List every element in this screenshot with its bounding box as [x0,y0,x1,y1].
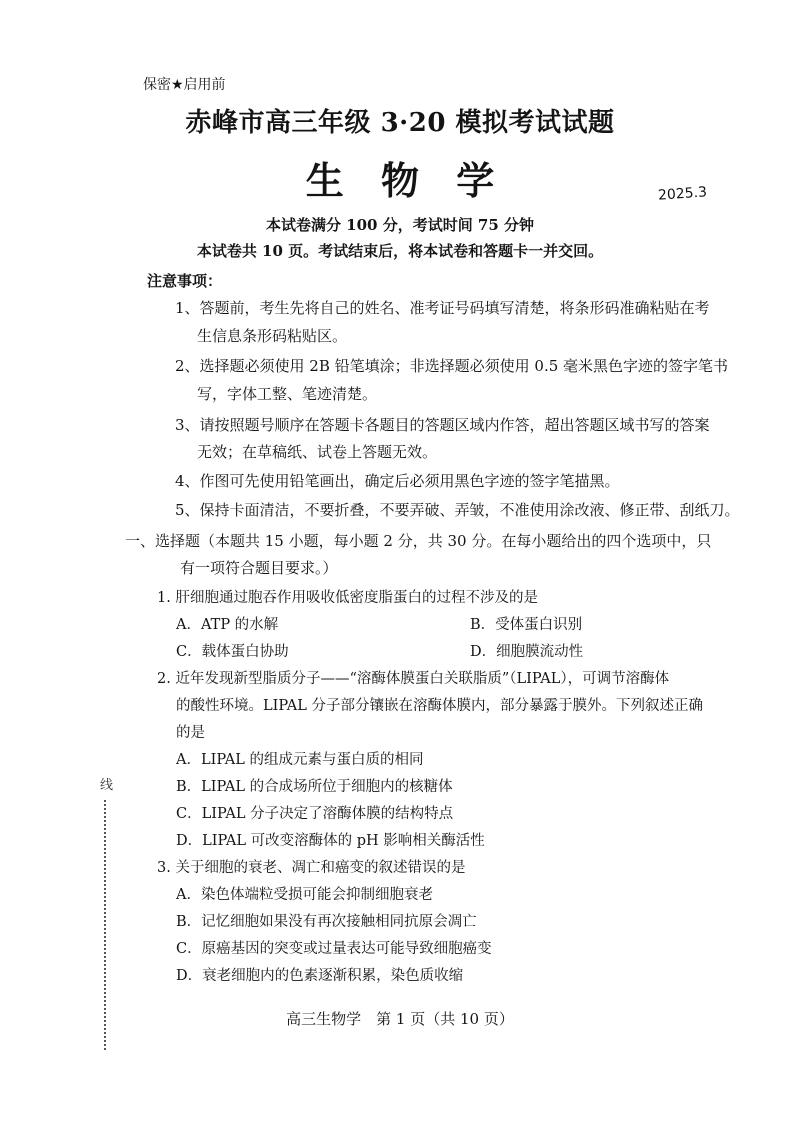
question-3-option-b: B．记忆细胞如果没有再次接触相同抗原会凋亡 [176,914,477,930]
question-3-option-a: A．染色体端粒受损可能会抑制细胞衰老 [176,887,433,903]
question-2-option-c: C．LIPAL 分子决定了溶酶体膜的结构特点 [176,806,454,822]
exam-info-line-1: 本试卷满分 100 分，考试时间 75 分钟 [265,216,535,234]
question-2-stem-cont-2: 的是 [176,725,205,741]
question-3-option-d: D．衰老细胞内的色素逐渐积累，染色质收缩 [176,968,464,984]
question-2-option-d: D．LIPAL 可改变溶酶体的 pH 影响相关酶活性 [176,833,485,849]
notes-heading: 注意事项： [147,272,223,290]
question-3-option-c: C．原癌基因的突变或过量表达可能导致细胞癌变 [176,941,492,957]
question-2-option-b: B．LIPAL 的合成场所位于细胞内的核糖体 [176,779,453,795]
note-item-1-cont: 生信息条形码粘贴区。 [197,327,348,345]
question-2-stem: 2. 近年发现新型脂质分子——“溶酶体膜蛋白关联脂质”（LIPAL），可调节溶酶体 [157,671,670,687]
question-1-stem: 1. 肝细胞通过胞吞作用吸收低密度脂蛋白的过程不涉及的是 [157,590,538,606]
note-item-4: 4、作图可先使用铅笔画出，确定后必须用黑色字迹的签字笔描黑。 [175,472,620,490]
page-footer: 高三生物学 第 1 页（共 10 页） [286,1010,514,1028]
section-heading: 一、选择题（本题共 15 小题，每小题 2 分，共 30 分。在每小题给出的四个选项中，只 [125,532,712,550]
question-1-option-b: B．受体蛋白识别 [470,617,583,633]
question-2-option-a: A．LIPAL 的组成元素与蛋白质的相同 [176,752,424,768]
note-item-3: 3、请按照题号顺序在答题卡各题目的答题区域内作答，超出答题区域书写的答案 [175,416,710,434]
note-item-1: 1、答题前，考生先将自己的姓名、准考证号码填写清楚，将条形码准确粘贴在考 [175,299,710,317]
note-item-2: 2、选择题必须使用 2B 铅笔填涂；非选择题必须使用 0.5 毫米黑色字迹的签字笔书 [175,357,729,375]
question-1-option-c: C．载体蛋白协助 [176,644,289,660]
binding-line-mark: 线 [100,778,114,793]
exam-info-line-2: 本试卷共 10 页。考试结束后，将本试卷和答题卡一并交回。 [196,242,604,260]
subject-title: 生 物 学 [305,158,507,203]
question-1-option-a: A．ATP 的水解 [176,617,279,633]
note-item-3-cont: 无效；在草稿纸、试卷上答题无效。 [197,443,438,461]
handwritten-date: 2025.3 [657,184,708,204]
confidential-label: 保密★启用前 [143,77,226,93]
question-3-stem: 3. 关于细胞的衰老、凋亡和癌变的叙述错误的是 [157,860,466,876]
question-1-option-d: D．细胞膜流动性 [470,644,584,660]
section-heading-cont: 有一项符合题目要求。） [180,559,338,577]
exam-title: 赤峰市高三年级 3·20 模拟考试试题 [185,108,615,138]
question-2-stem-cont-1: 的酸性环境。LIPAL 分子部分镶嵌在溶酶体膜内，部分暴露于膜外。下列叙述正确 [176,698,703,714]
note-item-5: 5、保持卡面清洁，不要折叠，不要弄破、弄皱，不准使用涂改液、修正带、刮纸刀。 [175,501,740,519]
note-item-2-cont: 写，字体工整、笔迹清楚。 [197,385,378,403]
